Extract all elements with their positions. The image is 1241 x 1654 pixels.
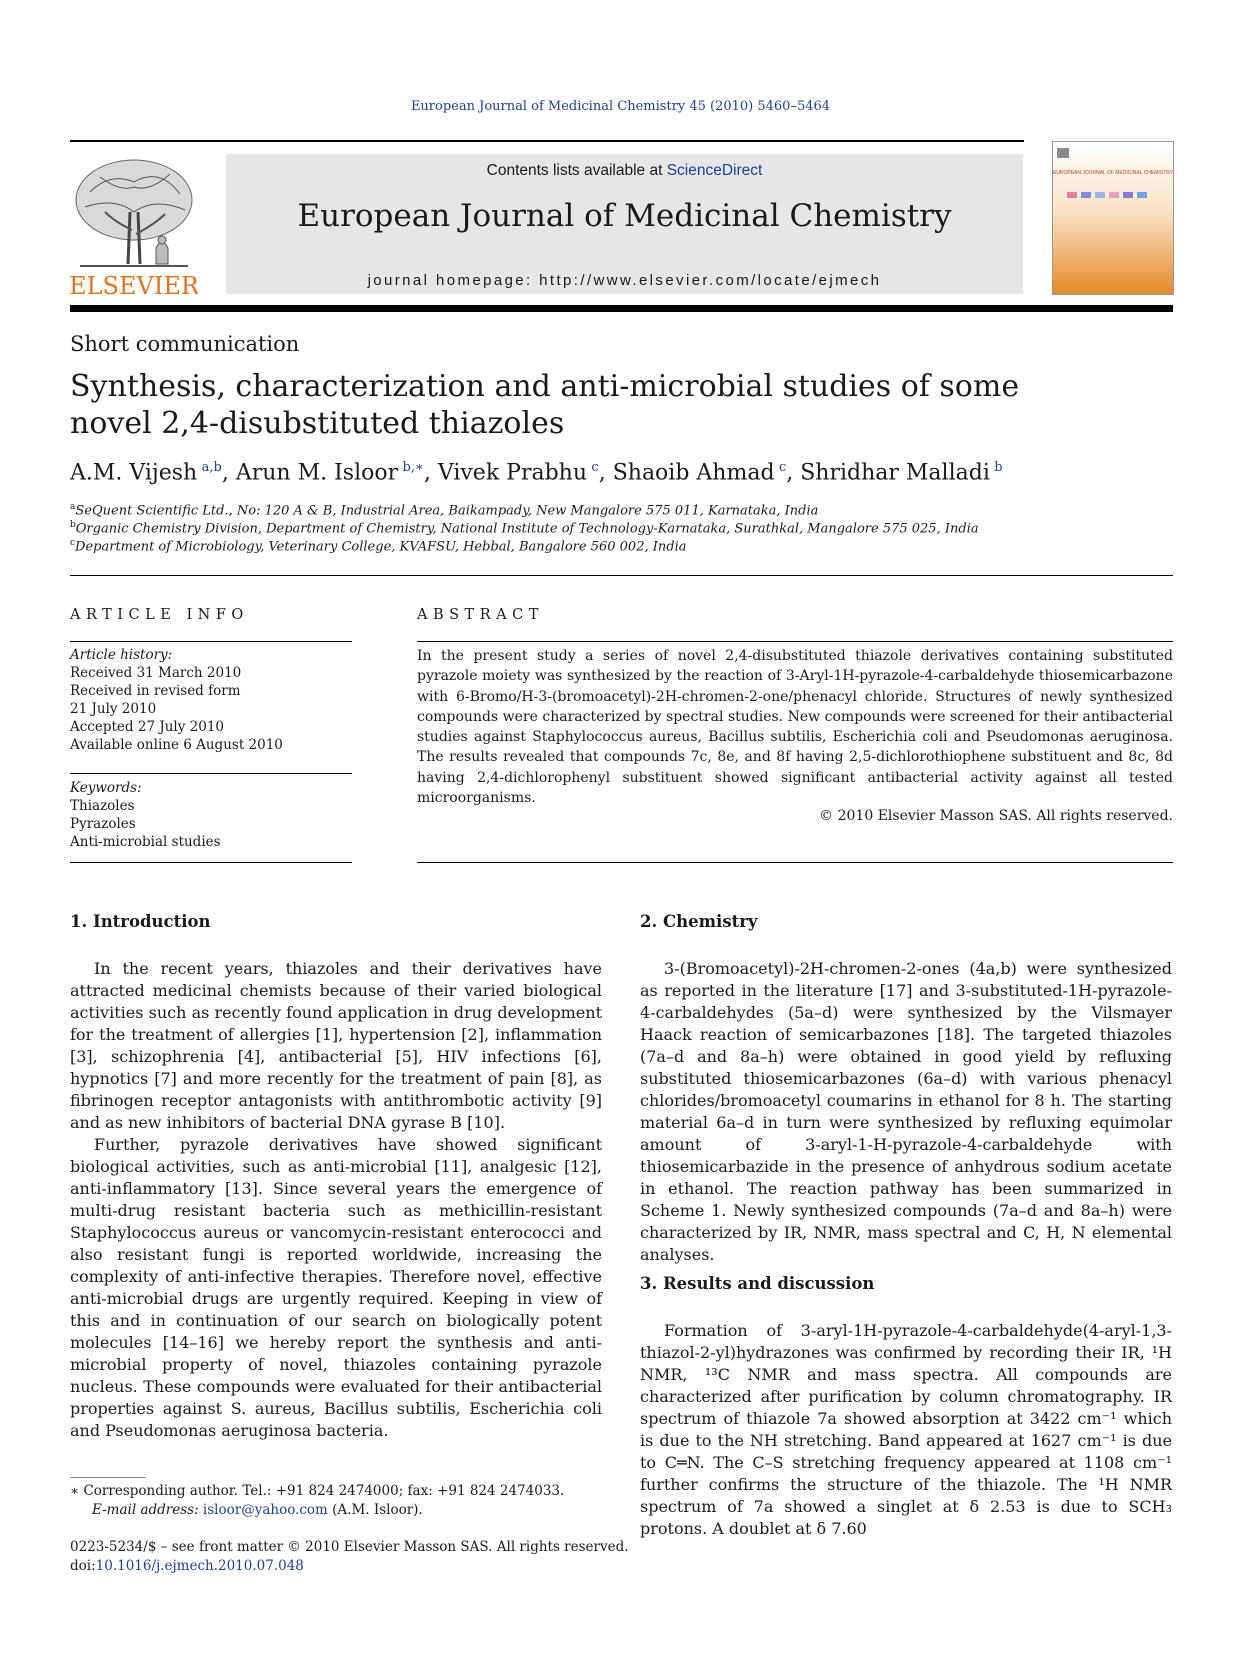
article-info-divider	[70, 862, 352, 863]
author-affiliation-marker[interactable]: c	[778, 460, 787, 475]
contents-line	[226, 162, 1023, 180]
keyword: Thiazoles	[70, 798, 135, 814]
article-info-divider	[70, 641, 352, 642]
journal-title: European Journal of Medicinal Chemistry	[297, 198, 952, 234]
abstract-copyright: © 2010 Elsevier Masson SAS. All rights reserved.	[819, 808, 1173, 824]
introduction-heading: 1. Introduction	[70, 912, 211, 931]
history-item: Received in revised form	[70, 683, 241, 699]
email-link[interactable]: isloor@yahoo.com	[202, 1502, 328, 1518]
doi-label: doi:	[70, 1558, 96, 1574]
introduction-body	[70, 958, 602, 1442]
history-item: Accepted 27 July 2010	[70, 719, 225, 735]
history-item: Received 31 March 2010	[70, 665, 242, 681]
article-history	[70, 646, 283, 754]
contents-prefix: Contents lists available at	[486, 162, 667, 179]
email-suffix: (A.M. Isloor).	[327, 1502, 423, 1518]
history-item: Available online 6 August 2010	[70, 737, 283, 753]
email-label: E-mail address:	[92, 1502, 203, 1518]
author-name: Arun M. Isloor	[235, 460, 399, 486]
keywords	[70, 779, 221, 851]
abstract-heading: ABSTRACT	[417, 607, 544, 623]
header-thick-rule	[70, 305, 1173, 312]
author-name: Shaoib Ahmad	[612, 460, 775, 486]
keywords-label: Keywords:	[70, 780, 142, 796]
affiliation	[70, 538, 686, 554]
affiliation-text: SeQuent Scientific Ltd., No: 120 A & B, Industrial Area, Baikampady, New Mangalore 575 011, Karnataka, India	[75, 503, 819, 519]
elsevier-logo	[70, 152, 198, 298]
keyword: Anti-microbial studies	[70, 834, 221, 850]
article-title: Synthesis, characterization and anti-microbial studies of some novel 2,4-disubstituted thiazoles	[70, 369, 1020, 441]
elsevier-wordmark: ELSEVIER	[70, 272, 198, 298]
paragraph: Further, pyrazole derivatives have showed significant biological activities, such as anti-microbial [11], analgesic [12], anti-inflammatory [13]. Since several years the emergence of multi-drug resistant bacteria such as methicillin-resistant Staphylococcus aureus or vancomycin-resistant enterococci and also resistant fungi is reported worldwide, increasing the complexity of anti-infective therapies. Therefore novel, effective anti-microbial drugs are urgently required. Keeping in view of this and in continuation of our search on biologically potent molecules [14–16] we hereby report the synthesis and anti-microbial property of novel, thiazoles containing pyrazole nucleus. These compounds were evaluated for their antibacterial properties against S. aureus, Bacillus subtilis, Escherichia coli and Pseudomonas aeruginosa bacteria.	[70, 1135, 602, 1440]
corresponding-author-footnote	[70, 1482, 564, 1520]
affiliation-text: Organic Chemistry Division, Department of Chemistry, National Institute of Technology-Karnataka, Surathkal, Mangalore 575 025, India	[75, 521, 979, 537]
author-name: Vivek Prabhu	[437, 460, 588, 486]
affiliation-divider	[70, 575, 1173, 576]
results-heading: 3. Results and discussion	[640, 1274, 875, 1293]
front-matter-notice	[70, 1538, 629, 1576]
journal-banner	[226, 154, 1023, 294]
sciencedirect-link[interactable]: ScienceDirect	[666, 162, 763, 179]
abstract-text: In the present study a series of novel 2,4-disubstituted thiazole derivatives containing substituted pyrazole moiety was synthesized by the reaction of 3-Aryl-1H-pyrazole-4-carbaldehyde thiosemicarbazone with 6-Bromo/H-3-(bromoacetyl)-2H-chromen-2-one/phenacyl chloride. Structures of newly synthesized compounds were characterized by spectral studies. New compounds were screened for their antibacterial studies against Staphylococcus aureus, Bacillus subtilis, Escherichia coli and Pseudomonas aeruginosa. The results revealed that compounds 7c, 8e, and 8f having 2,5-dichlorothiophene substituent and 8c, 8d having 2,4-dichlorophenyl substituent showed significant antibacterial activity against all tested microorganisms.	[417, 648, 1173, 807]
author-list: A.M. Vijesh $^{a,b}$, Arun M. Isloor $^{b,∗}$, Vivek Prabhu $^c$, Shaoib Ahmad $^c$, Shridhar Malladi $^b$	[70, 460, 1003, 486]
author-name: A.M. Vijesh	[70, 460, 198, 486]
doi-link[interactable]: 10.1016/j.ejmech.2010.07.048	[95, 1558, 304, 1574]
chemistry-body	[640, 958, 1172, 1266]
author-affiliation-marker[interactable]: c	[591, 460, 599, 475]
journal-reference[interactable]: European Journal of Medicinal Chemistry 45 (2010) 5460–5464	[410, 99, 831, 114]
affiliation-marker: b	[70, 520, 76, 530]
abstract-divider	[417, 641, 1173, 642]
author-name: Shridhar Malladi	[800, 460, 990, 486]
affiliation-marker: c	[70, 538, 76, 548]
abstract-divider	[417, 862, 1173, 863]
front-matter-text: 0223-5234/$ – see front matter © 2010 Elsevier Masson SAS. All rights reserved.	[70, 1539, 629, 1555]
article-info-heading: ARTICLE INFO	[70, 607, 249, 623]
paragraph: 3-(Bromoacetyl)-2H-chromen-2-ones (4a,b) were synthesized as reported in the literature [17] and 3-substituted-1H-pyrazole-4-carbaldehydes (5a–d) were synthesized by the Vilsmayer Haack reaction of semicarbazones [18]. The targeted thiazoles (7a–d and 8a–h) were obtained in good yield by refluxing substituted thiosemicarbazones (6a–d) with various phenacyl chlorides/bromoacetyl coumarins in ethanol for 8 h. The starting material 6a–d in turn were synthesized by refluxing equimolar amount of 3-aryl-1-H-pyrazole-4-carbaldehyde with thiosemicarbazide in the presence of anhydrous sodium acetate in ethanol. The reaction pathway has been summarized in Scheme 1. Newly synthesized compounds (7a–d and 8a–h) were characterized by IR, NMR, mass spectral and C, H, N elemental analyses.	[640, 959, 1172, 1264]
corresponding-author-contact: ∗ Corresponding author. Tel.: +91 824 2474000; fax: +91 824 2474033.	[70, 1483, 565, 1499]
footnote-divider	[70, 1477, 146, 1478]
history-label: Article history:	[70, 647, 173, 663]
affiliation	[70, 520, 979, 536]
author-affiliation-marker[interactable]: b,∗	[402, 460, 424, 475]
keyword: Pyrazoles	[70, 816, 136, 832]
chemistry-heading: 2. Chemistry	[640, 912, 758, 931]
article-info-divider	[70, 773, 352, 774]
affiliation-text: Department of Microbiology, Veterinary College, KVAFSU, Hebbal, Bangalore 560 002, India	[75, 539, 687, 555]
affiliation	[70, 502, 818, 518]
journal-homepage-link[interactable]: journal homepage: http://www.elsevier.com/locate/ejmech	[367, 272, 882, 289]
journal-cover-thumbnail	[1052, 141, 1174, 295]
journal-cover-icon	[1053, 142, 1173, 294]
history-item: 21 July 2010	[70, 701, 157, 717]
affiliation-marker: a	[70, 502, 76, 512]
cover-title: EUROPEAN JOURNAL OF MEDICINAL CHEMISTRY	[1053, 170, 1173, 176]
paragraph: Formation of 3-aryl-1H-pyrazole-4-carbaldehyde(4-aryl-1,3-thiazol-2-yl)hydrazones was confirmed by recording their IR, ¹H NMR, ¹³C NMR and mass spectra. All compounds are characterized after purification by column chromatography. IR spectrum of thiazole 7a showed absorption at 3422 cm⁻¹ which is due to the NH stretching. Band appeared at 1627 cm⁻¹ is due to C═N. The C–S stretching frequency appeared at 1108 cm⁻¹ further confirms the structure of the thiazole. The ¹H NMR spectrum of 7a showed a singlet at δ 2.53 is due to SCH₃ protons. A doublet at δ 7.60	[640, 1321, 1172, 1538]
results-body	[640, 1320, 1172, 1540]
author-affiliation-marker[interactable]: a,b	[201, 460, 222, 475]
author-affiliation-marker[interactable]: b	[994, 460, 1003, 475]
paragraph: In the recent years, thiazoles and their derivatives have attracted medicinal chemists because of their varied biological activities such as recently found application in drug development for the treatment of allergies [1], hypertension [2], inflammation [3], schizophrenia [4], antibacterial [5], HIV infections [6], hypnotics [7] and more recently for the treatment of pain [8], as fibrinogen receptor antagonists with antithrombotic activity [9] and as new inhibitors of bacterial DNA gyrase B [10].	[70, 959, 602, 1132]
elsevier-tree-icon	[70, 152, 198, 298]
article-type: Short communication	[70, 332, 300, 356]
header-top-rule	[70, 140, 1024, 142]
